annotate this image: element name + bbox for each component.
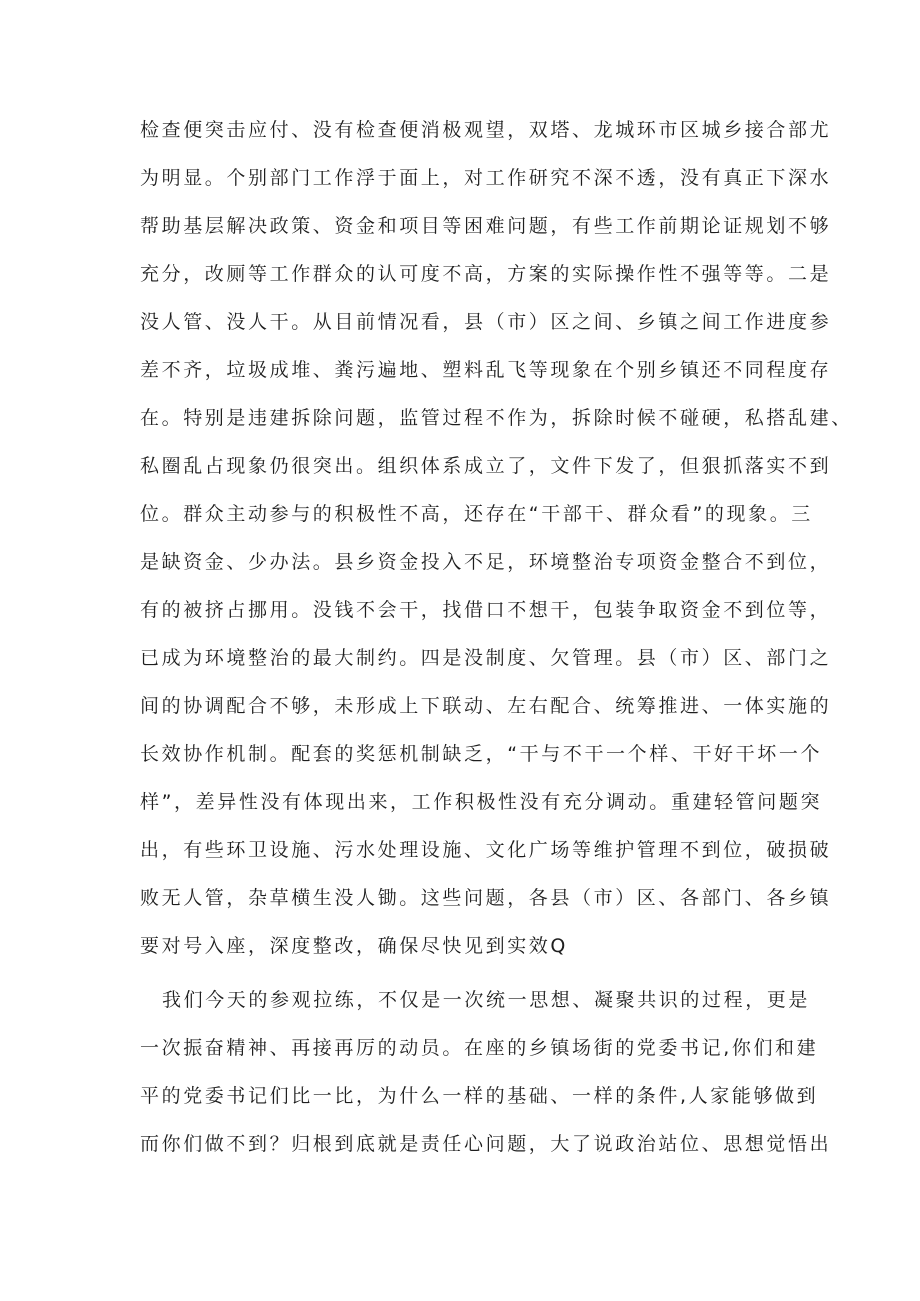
text-line: 出，有些环卫设施、污水处理设施、文化广场等维护管理不到位，破损破	[140, 839, 832, 861]
text-line: 充分，改厕等工作群众的认可度不高，方案的实际操作性不强等等。二是	[140, 263, 832, 285]
text-line: 私圈乱占现象仍很突出。组织体系成立了，文件下发了，但狠抓落实不到	[140, 455, 832, 477]
text-line: 为明显。个别部门工作浮于面上，对工作研究不深不透，没有真正下深水	[140, 167, 832, 189]
text-line: 差不齐，垃圾成堆、粪污遍地、塑料乱飞等现象在个别乡镇还不同程度存	[140, 359, 832, 381]
text-line: 要对号入座，深度整改，确保尽快见到实效Q	[140, 935, 568, 957]
text-line: 败无人管，杂草横生没人锄。这些问题，各县（市）区、各部门、各乡镇	[140, 887, 832, 909]
text-line: 检查便突击应付、没有检查便消极观望，双塔、龙城环市区城乡接合部尤	[140, 119, 832, 141]
text-line: 长效协作机制。配套的奖惩机制缺乏，“干与不干一个样、干好干坏一个	[140, 743, 823, 765]
text-line: 我们今天的参观拉练，不仅是一次统一思想、凝聚共识的过程，更是	[162, 989, 811, 1011]
text-line: 没人管、没人干。从目前情况看，县（市）区之间、乡镇之间工作进度参	[140, 311, 832, 333]
text-line: 已成为环境整治的最大制约。四是没制度、欠管理。县（市）区、部门之	[140, 647, 832, 669]
text-line: 一次振奋精神、再接再厉的动员。在座的乡镇场街的党委书记,你们和建	[140, 1037, 819, 1059]
text-line: 位。群众主动参与的积极性不高，还存在“干部干、群众看”的现象。三	[140, 503, 813, 525]
text-line: 帮助基层解决政策、资金和项目等困难问题，有些工作前期论证规划不够	[140, 215, 832, 237]
text-line: 有的被挤占挪用。没钱不会干，找借口不想干，包装争取资金不到位等，	[140, 599, 832, 621]
text-line: 在。特别是违建拆除问题，监管过程不作为，拆除时候不碰硬，私搭乱建、	[140, 407, 853, 429]
text-line: 样”，差异性没有体现出来，工作积极性没有充分调动。重建轻管问题突	[140, 791, 823, 813]
text-line: 间的协调配合不够，未形成上下联动、左右配合、统筹推进、一体实施的	[140, 695, 832, 717]
text-line: 而你们做不到？归根到底就是责任心问题，大了说政治站位、思想觉悟出	[140, 1133, 832, 1155]
text-line: 平的党委书记们比一比，为什么一样的基础、一样的条件,人家能够做到	[140, 1085, 819, 1107]
text-line: 是缺资金、少办法。县乡资金投入不足，环境整治专项资金整合不到位，	[140, 551, 832, 573]
